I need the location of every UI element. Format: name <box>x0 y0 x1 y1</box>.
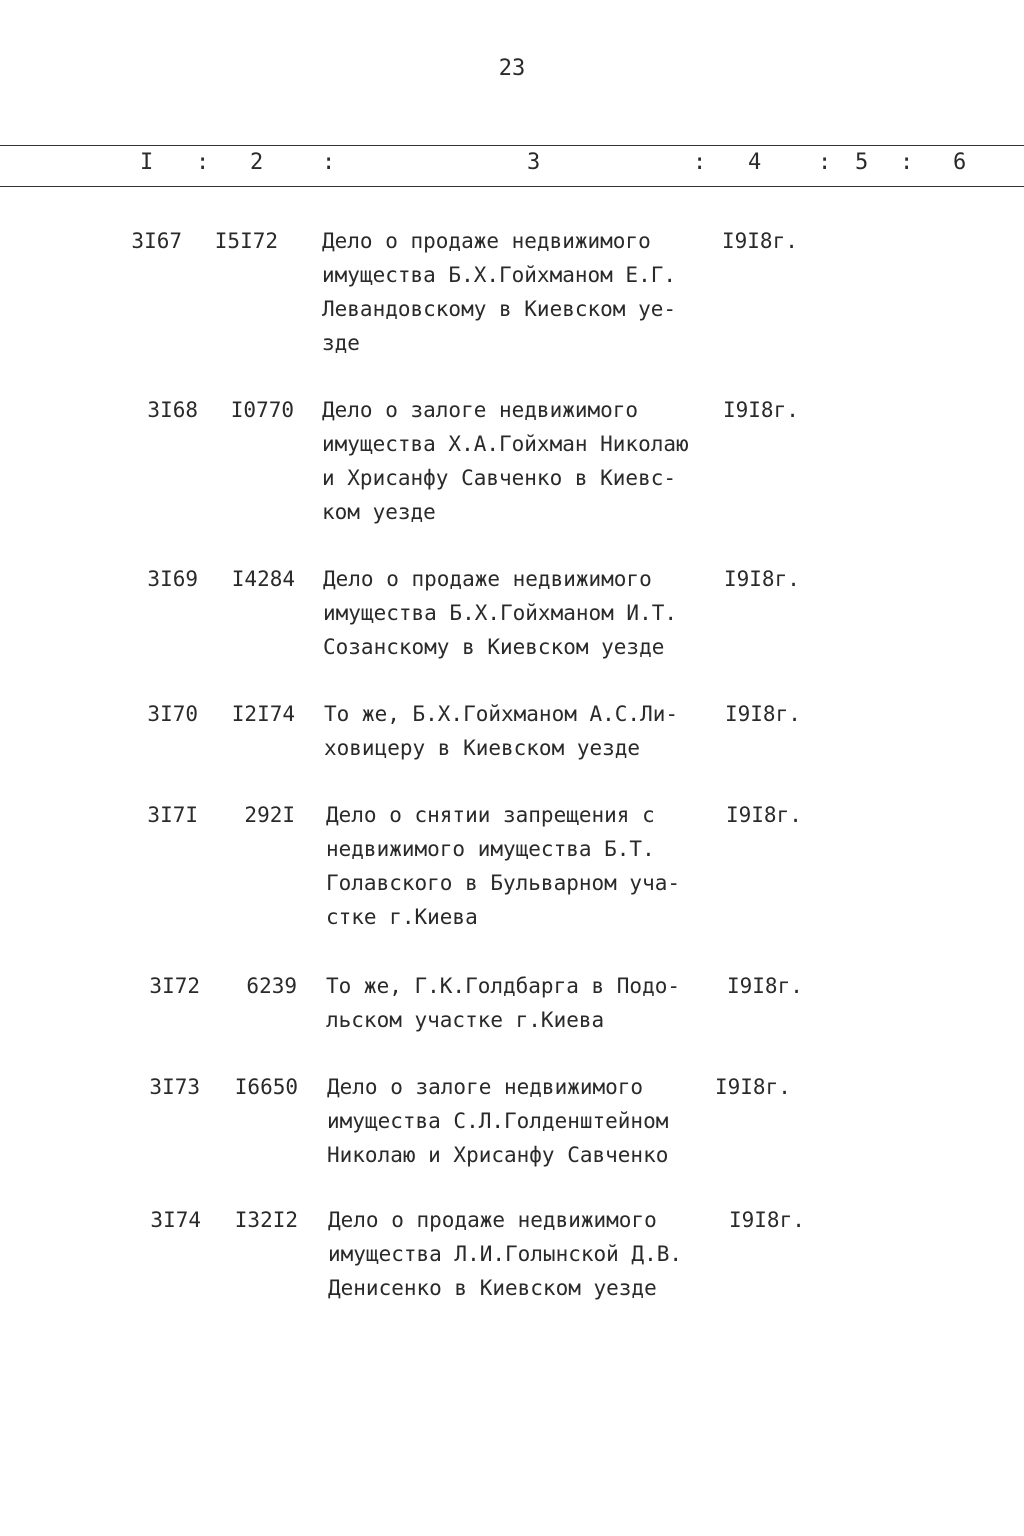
archive-number: I5I72 <box>214 229 278 253</box>
description-line: Дело о снятии запрещения с <box>326 803 655 827</box>
entry-year: I9I8г. <box>715 1075 791 1099</box>
description-line: имущества Б.Х.Гойхманом И.Т. <box>323 601 678 625</box>
entry-description <box>326 798 726 934</box>
archive-number: 6239 <box>246 974 297 998</box>
entry-year: I9I8г. <box>723 398 799 422</box>
entry-number: 3I69 <box>147 567 198 591</box>
description-line: льском участке г.Киева <box>326 1008 605 1032</box>
archive-number: I0770 <box>230 398 294 422</box>
entry-description <box>327 1070 727 1172</box>
description-line: имущества Х.А.Гойхман Николаю <box>322 432 689 456</box>
column-number-1: I <box>140 150 154 175</box>
entry-description <box>323 562 723 664</box>
description-line: недвижимого имущества Б.Т. <box>326 837 655 861</box>
description-line: Дело о залоге недвижимого <box>322 398 639 422</box>
entry-year: I9I8г. <box>724 567 800 591</box>
archive-number: I2I74 <box>231 702 295 726</box>
description-line: Дело о продаже недвижимого <box>322 229 651 253</box>
entry-number: 3I7I <box>147 803 198 827</box>
column-separator: : <box>818 150 832 175</box>
column-number-6: 6 <box>953 150 967 175</box>
description-line: Дело о залоге недвижимого <box>327 1075 644 1099</box>
description-line: То же, Б.Х.Гойхманом А.С.Ли- <box>324 702 679 726</box>
archive-number: I6650 <box>234 1075 298 1099</box>
description-line: Николаю и Хрисанфу Савченко <box>327 1143 669 1167</box>
description-line: Дело о продаже недвижимого <box>323 567 652 591</box>
column-number-2: 2 <box>250 150 264 175</box>
header-rule-bottom <box>0 186 1024 187</box>
entry-year: I9I8г. <box>727 974 803 998</box>
entry-number: 3I73 <box>149 1075 200 1099</box>
description-line: Созанскому в Киевском уезде <box>323 635 665 659</box>
entry-year: I9I8г. <box>725 702 801 726</box>
column-separator: : <box>900 150 914 175</box>
column-number-4: 4 <box>748 150 762 175</box>
entry-year: I9I8г. <box>722 229 798 253</box>
entry-number: 3I74 <box>150 1208 201 1232</box>
column-number-3: 3 <box>527 150 541 175</box>
description-line: зде <box>322 331 360 355</box>
entry-year: I9I8г. <box>726 803 802 827</box>
column-number-5: 5 <box>855 150 869 175</box>
entry-number: 3I68 <box>147 398 198 422</box>
entry-description <box>326 969 726 1037</box>
entry-description <box>328 1203 728 1305</box>
description-line: ховицеру в Киевском уезде <box>324 736 641 760</box>
description-line: имущества Б.Х.Гойхманом Е.Г. <box>322 263 677 287</box>
archive-number: I32I2 <box>234 1208 298 1232</box>
entry-number: 3I67 <box>131 229 182 253</box>
archive-number: I4284 <box>231 567 295 591</box>
column-separator: : <box>196 150 210 175</box>
description-line: имущества С.Л.Голденштейном <box>327 1109 669 1133</box>
column-separator: : <box>322 150 336 175</box>
entry-description <box>322 393 722 529</box>
entry-description <box>322 224 722 360</box>
description-line: имущества Л.И.Голынской Д.В. <box>328 1242 683 1266</box>
description-line: Дело о продаже недвижимого <box>328 1208 657 1232</box>
description-line: и Хрисанфу Савченко в Киевс- <box>322 466 677 490</box>
description-line: То же, Г.К.Голдбарга в Подо- <box>326 974 681 998</box>
entry-description <box>324 697 724 765</box>
column-header <box>0 146 1024 186</box>
entry-year: I9I8г. <box>729 1208 805 1232</box>
archive-number: 292I <box>244 803 295 827</box>
description-line: стке г.Киева <box>326 905 478 929</box>
description-line: ком уезде <box>322 500 436 524</box>
description-line: Левандовскому в Киевском уе- <box>322 297 677 321</box>
description-line: Денисенко в Киевском уезде <box>328 1276 657 1300</box>
page-number: 23 <box>498 56 526 81</box>
description-line: Голавского в Бульварном уча- <box>326 871 681 895</box>
entry-number: 3I70 <box>147 702 198 726</box>
entry-number: 3I72 <box>149 974 200 998</box>
column-separator: : <box>693 150 707 175</box>
